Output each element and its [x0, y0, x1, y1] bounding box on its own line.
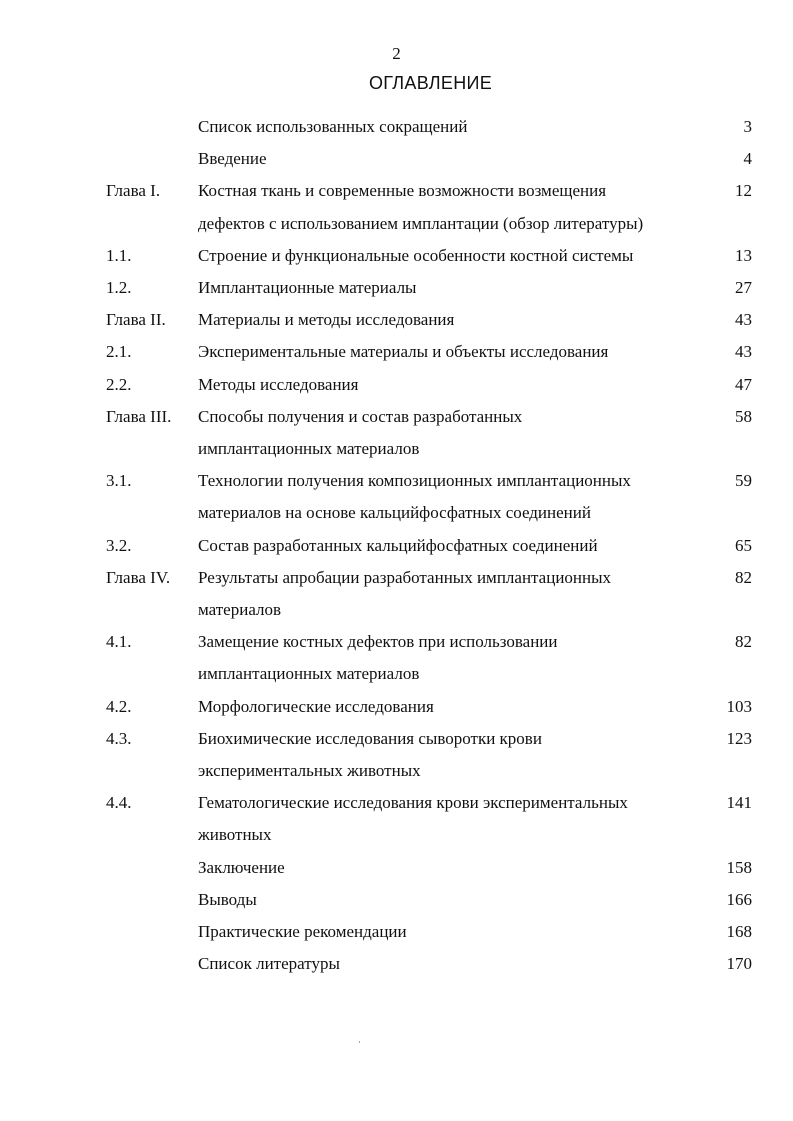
toc-entry-title: Практические рекомендации: [198, 922, 407, 942]
toc-entry-title: Способы получения и состав разработанных имплантационных материалов: [198, 406, 523, 459]
toc-entry: [0, 304, 793, 336]
toc-entry-number: 4.2.: [106, 696, 132, 716]
toc-entry-page: 82: [735, 632, 752, 652]
toc-entry: [0, 916, 793, 948]
toc-entry-title: Строение и функциональные особенности костной системы: [198, 245, 634, 265]
toc-entry: [0, 272, 793, 304]
toc-entry: [0, 723, 793, 787]
toc-entry-title: Костная ткань и современные возможности возмещения дефектов с использованием имплантации (обзор литературы): [198, 181, 644, 233]
toc-entry-title: Материалы и методы исследования: [198, 310, 455, 330]
toc-entry-number: Глава III.: [106, 406, 172, 426]
toc-entry-title: Методы исследования: [198, 374, 359, 394]
toc-entry-title: Имплантационные материалы: [198, 278, 417, 298]
toc-entry-title: Список литературы: [198, 954, 340, 974]
toc-entry-page: 158: [726, 857, 752, 877]
toc-entry: [0, 369, 793, 401]
toc-entry-page: 103: [726, 696, 752, 716]
toc-entry-number: Глава IV.: [106, 567, 171, 587]
toc-entry-page: 43: [735, 310, 752, 330]
toc-entry-page: 3: [743, 117, 752, 136]
toc-entry-title: Замещение костных дефектов при использовании имплантационных материалов: [198, 632, 558, 684]
toc-entry-title: Введение: [198, 149, 267, 169]
scan-speck: [359, 1041, 360, 1043]
page-title: ОГЛАВЛЕНИЕ: [368, 73, 493, 93]
toc-entry-page: 123: [726, 728, 752, 748]
toc-entry-title: Заключение: [198, 857, 285, 877]
toc-entry-number: 4.3.: [106, 728, 132, 748]
table-of-contents: [0, 111, 793, 980]
toc-entry-title: Результаты апробации разработанных имплантационных материалов: [198, 567, 612, 620]
toc-entry: [0, 336, 793, 368]
toc-entry: [0, 401, 793, 465]
toc-entry-page: 13: [735, 245, 752, 265]
toc-entry: [0, 530, 793, 562]
toc-entry-title: Технологии получения композиционных имплантационных материалов на основе кальцийфосфатных соединений: [198, 471, 631, 523]
toc-entry: [0, 787, 793, 851]
toc-entry: [0, 948, 793, 980]
toc-entry: [0, 465, 793, 529]
page-number: 2: [392, 44, 401, 63]
toc-entry-number: Глава I.: [106, 181, 161, 201]
toc-entry: [0, 626, 793, 690]
toc-entry-page: 82: [735, 567, 752, 587]
toc-entry-title: Морфологические исследования: [198, 696, 434, 716]
toc-entry-number: 3.1.: [106, 471, 132, 491]
toc-entry-number: Глава II.: [106, 310, 166, 330]
toc-entry: [0, 562, 793, 626]
toc-entry-title: Гематологические исследования крови экспериментальных животных: [198, 793, 628, 845]
toc-entry-page: 43: [735, 342, 752, 362]
toc-entry-number: 1.2.: [106, 278, 132, 298]
toc-entry-number: 2.2.: [106, 374, 132, 394]
toc-entry-number: 3.2.: [106, 535, 132, 555]
toc-entry-number: 4.4.: [106, 793, 132, 813]
toc-entry-title: Список использованных сокращений: [198, 117, 468, 136]
toc-entry-number: 2.1.: [106, 342, 132, 362]
toc-entry-page: 65: [735, 535, 752, 555]
toc-entry-page: 12: [735, 181, 752, 201]
toc-entry-page: 4: [743, 149, 752, 169]
toc-entry: [0, 143, 793, 175]
toc-entry: [0, 852, 793, 884]
toc-entry-page: 166: [726, 889, 752, 909]
toc-entry-page: 168: [726, 922, 752, 942]
toc-entry: [0, 175, 793, 239]
toc-entry-page: 47: [735, 374, 752, 394]
toc-entry-page: 170: [726, 954, 752, 974]
toc-entry: [0, 111, 793, 143]
toc-entry-page: 59: [735, 471, 752, 491]
toc-entry-title: Экспериментальные материалы и объекты исследования: [198, 342, 609, 362]
toc-entry: [0, 240, 793, 272]
toc-entry-page: 27: [735, 278, 752, 298]
toc-entry-page: 141: [726, 793, 752, 813]
toc-entry-title: Биохимические исследования сыворотки крови экспериментальных животных: [198, 728, 542, 781]
toc-entry-page: 58: [735, 406, 752, 426]
toc-entry-number: 4.1.: [106, 632, 132, 652]
toc-entry-number: 1.1.: [106, 245, 132, 265]
toc-entry-title: Выводы: [198, 889, 257, 909]
toc-entry: [0, 884, 793, 916]
toc-entry: [0, 691, 793, 723]
toc-entry-title: Состав разработанных кальцийфосфатных соединений: [198, 535, 598, 555]
